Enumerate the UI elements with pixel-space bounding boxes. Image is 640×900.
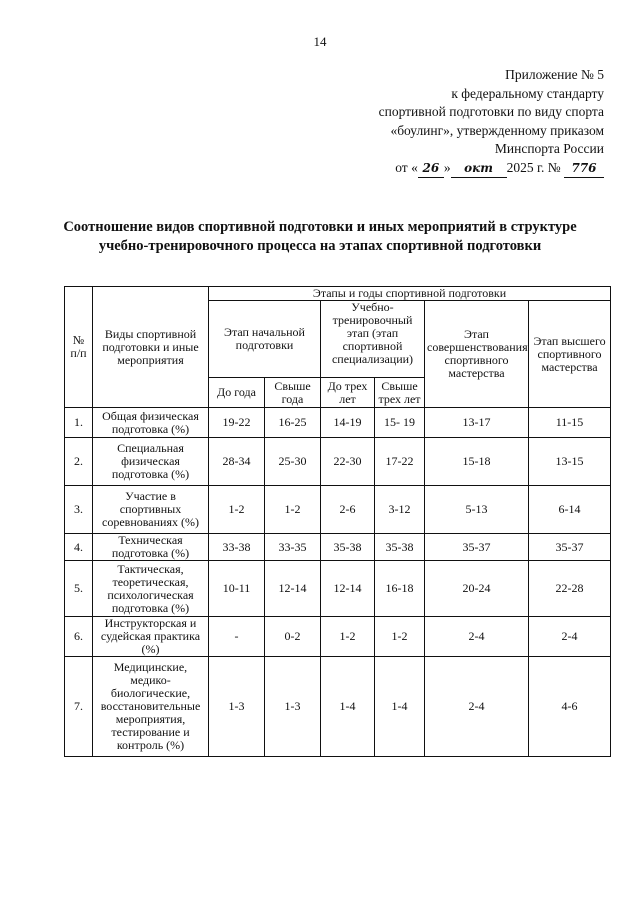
heading-line-2: учебно-тренировочного процесса на этапах спортивной подготовки bbox=[98, 238, 542, 254]
date-year: 2025 г. № bbox=[506, 159, 561, 175]
appendix-line: «боулинг», утвержденному приказом bbox=[390, 122, 604, 138]
row-value: 2-4 bbox=[425, 657, 529, 757]
row-value: 1-4 bbox=[375, 657, 425, 757]
row-value: 15- 19 bbox=[375, 408, 425, 438]
row-kind: Общая физическая подготовка (%) bbox=[93, 408, 209, 438]
row-value: 5-13 bbox=[425, 486, 529, 534]
row-value: 1-2 bbox=[375, 617, 425, 657]
page-number: 14 bbox=[313, 34, 327, 49]
table-row bbox=[65, 408, 611, 438]
row-value: 17-22 bbox=[375, 438, 425, 486]
date-mid: » bbox=[443, 159, 451, 175]
row-value: 14-19 bbox=[321, 408, 375, 438]
header-sub: До трех лет bbox=[321, 378, 375, 408]
row-number: 4. bbox=[65, 534, 93, 561]
row-value: 35-37 bbox=[425, 534, 529, 561]
row-value: 16-25 bbox=[265, 408, 321, 438]
header-sub: Свыше года bbox=[265, 378, 321, 408]
appendix-line: Приложение № 5 bbox=[505, 67, 604, 82]
row-number: 1. bbox=[65, 408, 93, 438]
header-stage-higher: Этап высшего спортивного мастерства bbox=[529, 301, 611, 408]
date-prefix: от « bbox=[395, 159, 418, 175]
document-heading bbox=[40, 218, 600, 256]
row-value: 33-38 bbox=[209, 534, 265, 561]
row-kind: Техническая подготовка (%) bbox=[93, 534, 209, 561]
row-value: 3-12 bbox=[375, 486, 425, 534]
row-value: 16-18 bbox=[375, 561, 425, 617]
row-value: 25-30 bbox=[265, 438, 321, 486]
appendix-date-line bbox=[304, 159, 604, 179]
row-value: 19-22 bbox=[209, 408, 265, 438]
row-number: 6. bbox=[65, 617, 93, 657]
table-row bbox=[65, 561, 611, 617]
row-value: 12-14 bbox=[265, 561, 321, 617]
table-row bbox=[65, 438, 611, 486]
row-value: 15-18 bbox=[425, 438, 529, 486]
header-stage-initial: Этап начальной подготовки bbox=[209, 301, 321, 378]
row-value: 13-17 bbox=[425, 408, 529, 438]
row-value: 10-11 bbox=[209, 561, 265, 617]
header-sub: Свыше трех лет bbox=[375, 378, 425, 408]
row-number: 3. bbox=[65, 486, 93, 534]
table-row bbox=[65, 657, 611, 757]
row-value: 28-34 bbox=[209, 438, 265, 486]
header-sub: До года bbox=[209, 378, 265, 408]
header-stages: Этапы и годы спортивной подготовки bbox=[209, 287, 611, 301]
appendix-block bbox=[304, 66, 604, 178]
row-value: 4-6 bbox=[529, 657, 611, 757]
row-value: 2-4 bbox=[529, 617, 611, 657]
row-value: 35-37 bbox=[529, 534, 611, 561]
row-value: - bbox=[209, 617, 265, 657]
header-kind: Виды спортивной подготовки и иные мероприятия bbox=[93, 287, 209, 408]
row-value: 11-15 bbox=[529, 408, 611, 438]
appendix-line: Минспорта России bbox=[494, 141, 604, 156]
row-value: 2-6 bbox=[321, 486, 375, 534]
row-value: 33-35 bbox=[265, 534, 321, 561]
row-value: 6-14 bbox=[529, 486, 611, 534]
appendix-line: к федеральному стандарту bbox=[451, 85, 604, 101]
row-value: 1-3 bbox=[209, 657, 265, 757]
row-value: 0-2 bbox=[265, 617, 321, 657]
row-value: 12-14 bbox=[321, 561, 375, 617]
row-number: 5. bbox=[65, 561, 93, 617]
header-stage-training: Учебно-тренировочный этап (этап спортивной специализации) bbox=[321, 301, 425, 378]
row-value: 1-2 bbox=[321, 617, 375, 657]
header-stage-improvement: Этап совершенствования спортивного мастерства bbox=[425, 301, 529, 408]
table-row bbox=[65, 486, 611, 534]
table-row bbox=[65, 534, 611, 561]
row-value: 1-3 bbox=[265, 657, 321, 757]
appendix-line: спортивной подготовки по виду спорта bbox=[378, 104, 604, 119]
handwritten-month: окт bbox=[451, 159, 507, 179]
row-value: 1-4 bbox=[321, 657, 375, 757]
handwritten-doc-number: 776 bbox=[564, 159, 604, 179]
handwritten-day: 26 bbox=[418, 159, 444, 179]
row-value: 1-2 bbox=[209, 486, 265, 534]
heading-line-1: Соотношение видов спортивной подготовки и иных мероприятий в структуре bbox=[63, 219, 577, 235]
row-kind: Участие в спортивных соревнованиях (%) bbox=[93, 486, 209, 534]
row-value: 35-38 bbox=[321, 534, 375, 561]
table-row bbox=[65, 617, 611, 657]
training-ratio-table bbox=[64, 286, 611, 757]
row-value: 22-30 bbox=[321, 438, 375, 486]
header-number: № п/п bbox=[65, 287, 93, 408]
row-value: 13-15 bbox=[529, 438, 611, 486]
row-kind: Инструкторская и судейская практика (%) bbox=[93, 617, 209, 657]
row-number: 7. bbox=[65, 657, 93, 757]
row-kind: Медицинские, медико-биологические, восстановительные мероприятия, тестирование и контроль (%) bbox=[93, 657, 209, 757]
row-number: 2. bbox=[65, 438, 93, 486]
row-kind: Тактическая, теоретическая, психологическая подготовка (%) bbox=[93, 561, 209, 617]
row-value: 35-38 bbox=[375, 534, 425, 561]
row-kind: Специальная физическая подготовка (%) bbox=[93, 438, 209, 486]
row-value: 22-28 bbox=[529, 561, 611, 617]
row-value: 20-24 bbox=[425, 561, 529, 617]
row-value: 2-4 bbox=[425, 617, 529, 657]
row-value: 1-2 bbox=[265, 486, 321, 534]
table-body bbox=[65, 408, 611, 757]
